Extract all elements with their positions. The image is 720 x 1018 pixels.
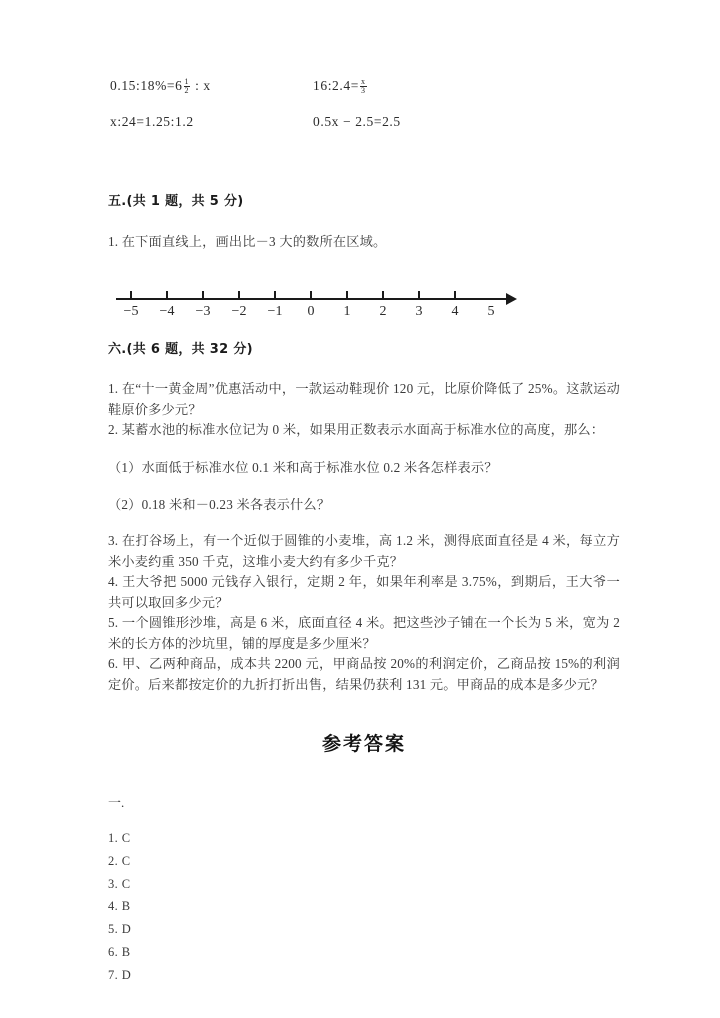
number-line-tick xyxy=(130,291,132,299)
number-line-tick xyxy=(202,291,204,299)
section-six-question-2-part-1: （1）水面低于标准水位 0.1 米和高于标准水位 0.2 米各怎样表示？ xyxy=(108,459,498,475)
answer-item: 1. C xyxy=(108,831,131,846)
number-line-arrow-icon xyxy=(506,293,517,305)
number-line-axis xyxy=(116,298,508,300)
number-line-label: −1 xyxy=(267,304,283,320)
section-six-heading: 六.(共 6 题，共 32 分) xyxy=(108,342,253,358)
number-line-tick xyxy=(382,291,384,299)
fraction-x-over-three xyxy=(360,78,367,96)
answer-item: 7. D xyxy=(108,967,132,982)
number-line-label: −2 xyxy=(231,304,247,320)
document-content xyxy=(108,66,620,986)
number-line-label: −3 xyxy=(195,304,211,320)
equation-row1-right-lhs: 16:2.4= xyxy=(313,78,359,94)
section-six-question-2-part-2: （2）0.18 米和－0.23 米各表示什么？ xyxy=(108,497,331,513)
equation-row1-left-lhs: 0.15:18%=6 xyxy=(110,78,183,94)
equations-block xyxy=(108,66,620,150)
section-six-question-6: 6. 甲、乙两种商品，成本共 2200 元，甲商品按 20%的利润定价，乙商品按 15%的利润定价。后来都按定价的九折打折出售，结果仍获利 131 元。甲商品的成本是多少元？ xyxy=(108,656,620,692)
answer-item: 3. C xyxy=(108,876,131,891)
answer-item: 2. C xyxy=(108,853,131,868)
number-line-tick xyxy=(346,291,348,299)
number-line-label: 1 xyxy=(343,304,351,320)
number-line xyxy=(116,282,518,328)
number-line-label: 3 xyxy=(415,304,423,320)
number-line-label: 5 xyxy=(487,304,495,320)
number-line-label: 4 xyxy=(451,304,459,320)
equation-row1-left xyxy=(110,78,211,96)
fraction-numerator: 1 xyxy=(184,77,190,86)
number-line-figure xyxy=(108,274,620,338)
equation-row2-left: x:24=1.25:1.2 xyxy=(110,114,194,129)
answer-item: 4. B xyxy=(108,899,131,914)
fraction-numerator: x xyxy=(360,77,366,86)
answer-item: 6. B xyxy=(108,944,131,959)
number-line-tick xyxy=(274,291,276,299)
section-six-question-5: 5. 一个圆锥形沙堆，高是 6 米，底面直径 4 米。把这些沙子铺在一个长为 5 米，宽为 2 米的长方体的沙坑里，铺的厚度是多少厘米？ xyxy=(108,615,620,651)
answers-list xyxy=(108,827,620,986)
fraction-denominator: 3 xyxy=(360,86,366,96)
number-line-tick xyxy=(310,291,312,299)
equation-row1-left-rhs: : x xyxy=(191,78,211,94)
number-line-tick xyxy=(238,291,240,299)
section-five-heading: 五.(共 1 题，共 5 分) xyxy=(108,194,244,209)
section-six-question-3: 3. 在打谷场上，有一个近似于圆锥的小麦堆，高 1.2 米，测得底面直径是 4 米，每立方米小麦约重 350 千克，这堆小麦大约有多少千克？ xyxy=(108,533,620,569)
section-six-question-4: 4. 王大爷把 5000 元钱存入银行，定期 2 年，如果年利率是 3.75%，到期后，王大爷一共可以取回多少元？ xyxy=(108,574,620,610)
equation-row1-right xyxy=(313,78,368,96)
number-line-tick xyxy=(418,291,420,299)
number-line-label: −4 xyxy=(159,304,175,320)
fraction-one-half xyxy=(184,78,191,96)
answer-item: 5. D xyxy=(108,922,132,937)
equation-row2-right: 0.5x − 2.5=2.5 xyxy=(313,114,401,129)
number-line-label: 0 xyxy=(307,304,315,320)
answers-title: 参考答案 xyxy=(321,733,406,756)
number-line-tick xyxy=(166,291,168,299)
section-five-question-1: 1. 在下面直线上，画出比－3 大的数所在区域。 xyxy=(108,234,387,249)
section-six-question-2: 2. 某蓄水池的标准水位记为 0 米，如果用正数表示水面高于标准水位的高度，那么： xyxy=(108,422,605,438)
section-six-question-1: 1. 在“十一黄金周”优惠活动中，一款运动鞋现价 120 元，比原价降低了 25%。这款运动鞋原价多少元？ xyxy=(108,381,620,417)
number-line-tick xyxy=(454,291,456,299)
answers-section-label: 一. xyxy=(108,795,125,811)
number-line-label: −5 xyxy=(123,304,139,320)
fraction-denominator: 2 xyxy=(184,86,190,96)
number-line-label: 2 xyxy=(379,304,387,320)
